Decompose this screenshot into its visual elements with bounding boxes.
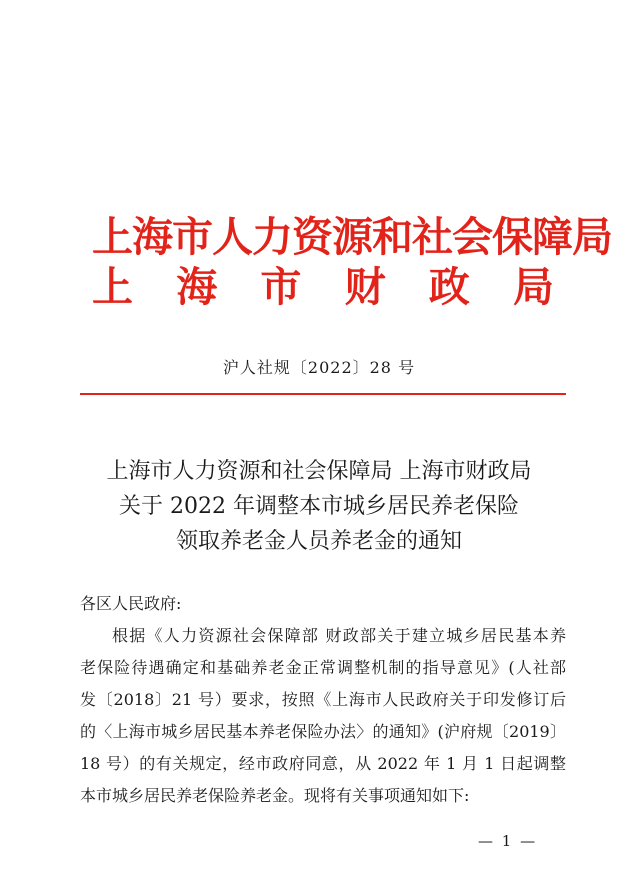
document-number: 沪人社规〔2022〕28 号	[222, 358, 416, 377]
paragraph-line: 老保险待遇确定和基础养老金正常调整机制的指导意见》(人社部	[80, 658, 566, 677]
issuer-header-line1: 上海市人力资源和社会保障局	[92, 213, 612, 261]
paragraph-line: 发〔2018〕21 号）要求，按照《上海市人民政府关于印发修订后	[80, 690, 566, 709]
issuer-header-char: 海	[176, 263, 218, 311]
issuer-header-char: 上	[92, 263, 133, 311]
page-number: — 1 —	[478, 832, 538, 850]
paragraph-line: 本市城乡居民养老保险养老金。现将有关事项通知如下:	[80, 786, 470, 805]
paragraph-line: 18 号）的有关规定，经市政府同意，从 2022 年 1 月 1 日起调整	[80, 754, 566, 773]
issuer-header-char: 市	[260, 263, 302, 311]
issuer-header-char: 政	[428, 263, 470, 311]
body-paragraph	[80, 620, 566, 812]
document-title-line2: 关于 2022 年调整本市城乡居民养老保险	[119, 494, 519, 519]
document-title-line3: 领取养老金人员养老金的通知	[175, 529, 462, 554]
issuer-header-char: 局	[512, 263, 554, 311]
issuer-header-char: 财	[344, 263, 386, 311]
document-title-line1: 上海市人力资源和社会保障局 上海市财政局	[106, 459, 532, 484]
red-divider-line	[80, 393, 566, 395]
issuer-header-line2	[92, 262, 554, 312]
salutation: 各区人民政府:	[80, 594, 182, 613]
paragraph-line: 的〈上海市城乡居民基本养老保险办法〉的通知》(沪府规〔2019〕	[80, 722, 566, 741]
paragraph-line: 根据《人力资源社会保障部 财政部关于建立城乡居民基本养	[112, 626, 566, 645]
